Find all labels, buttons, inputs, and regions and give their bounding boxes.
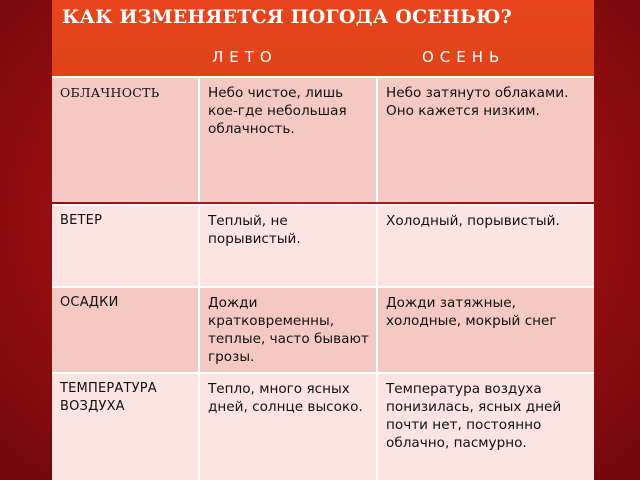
row-label-wind: ВЕТЕР <box>52 206 198 286</box>
column-header-summer: ЛЕТО <box>212 48 278 66</box>
cell-autumn-temperature: Температура воздуха понизилась, ясных дней почти нет, постоянно облачно, пасмурно. <box>376 374 594 480</box>
row-label-cloudiness: ОБЛАЧНОСТЬ <box>52 78 198 202</box>
column-header-autumn: ОСЕНЬ <box>422 48 506 66</box>
row-label-temperature: ТЕМПЕРАТУРА ВОЗДУХА <box>52 374 198 480</box>
cell-autumn-precipitation: Дожди затяжные, холодные, мокрый снег <box>376 288 594 372</box>
slide <box>52 0 594 480</box>
cell-summer-temperature: Тепло, много ясных дней, солнце высоко. <box>198 374 376 480</box>
weather-table <box>52 76 594 480</box>
title-band <box>52 0 594 80</box>
cell-autumn-cloudiness: Небо затянуто облаками. Оно кажется низким. <box>376 78 594 202</box>
row-label-precipitation: ОСАДКИ <box>52 288 198 372</box>
table-row-temperature <box>52 372 594 480</box>
cell-summer-wind: Теплый, не порывистый. <box>198 206 376 286</box>
table-row-wind <box>52 204 594 286</box>
table-row-precipitation <box>52 286 594 372</box>
cell-autumn-wind: Холодный, порывистый. <box>376 206 594 286</box>
table-row-cloudiness <box>52 78 594 202</box>
cell-summer-precipitation: Дожди кратковременны, теплые, часто бывают грозы. <box>198 288 376 372</box>
cell-summer-cloudiness: Небо чистое, лишь кое-где небольшая облачность. <box>198 78 376 202</box>
slide-title: КАК ИЗМЕНЯЕТСЯ ПОГОДА ОСЕНЬЮ? <box>62 6 512 28</box>
